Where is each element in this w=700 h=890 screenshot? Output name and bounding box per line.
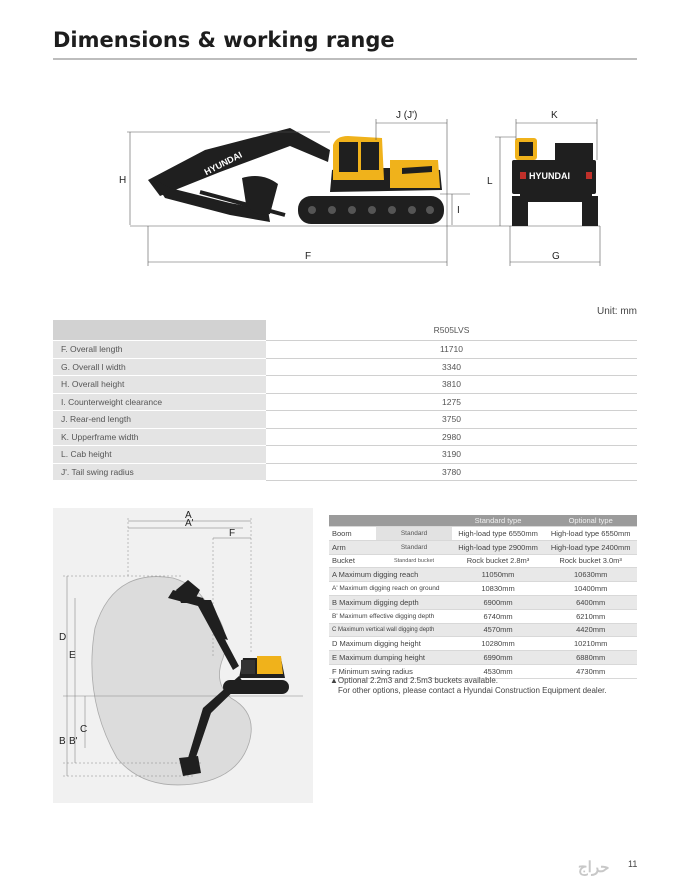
excavator-side-view <box>148 128 444 224</box>
table-row <box>53 411 637 429</box>
table-row <box>53 341 637 359</box>
row-label: Bucket <box>329 554 376 568</box>
note-line-2: For other options, please contact a Hyundai Construction Equipment dealer. <box>338 686 607 695</box>
row-label: B' Maximum effective digging depth <box>329 609 452 623</box>
table-row <box>53 376 637 394</box>
table-row <box>329 568 637 582</box>
row-sub: Standard bucket <box>376 554 451 568</box>
row-value: 3340 <box>266 358 637 376</box>
label-c: C <box>80 724 88 735</box>
row-opt: Rock bucket 3.0m³ <box>544 554 637 568</box>
watermark-logo: حراج <box>578 859 610 876</box>
label-l: L <box>487 176 493 187</box>
note-line-1: ▲Optional 2.2m3 and 2.5m3 buckets available. <box>330 676 499 685</box>
row-value: 3190 <box>266 446 637 464</box>
row-label: I. Counterweight clearance <box>53 393 266 411</box>
page-number: 11 <box>628 859 638 869</box>
unit-label: Unit: mm <box>597 306 637 317</box>
working-range-diagram <box>53 508 313 803</box>
label-b: B <box>59 736 66 747</box>
row-std: 10280mm <box>452 637 545 651</box>
label-a-prime: A' <box>185 518 194 529</box>
table-row <box>53 428 637 446</box>
row-label: J'. Tail swing radius <box>53 463 266 481</box>
boom-brand-label: HYUNDAI <box>202 149 244 178</box>
page-title: Dimensions & working range <box>53 28 395 52</box>
header-blank <box>329 515 376 527</box>
row-label: H. Overall height <box>53 376 266 394</box>
dimensions-table <box>53 320 637 481</box>
options-note <box>330 676 607 696</box>
header-optional: Optional type <box>544 515 637 527</box>
table-row <box>53 446 637 464</box>
row-value: 3750 <box>266 411 637 429</box>
row-std: 6990mm <box>452 651 545 665</box>
row-label: C Maximum vertical wall digging depth <box>329 623 452 637</box>
table-row <box>329 623 637 637</box>
row-std: 4530mm <box>452 664 545 678</box>
row-std: Rock bucket 2.8m³ <box>452 554 545 568</box>
row-opt: 10210mm <box>544 637 637 651</box>
row-opt: High-load type 2400mm <box>544 540 637 554</box>
label-f: F <box>305 251 312 262</box>
row-std: High-load type 6550mm <box>452 527 545 541</box>
row-sub: Standard <box>376 527 451 541</box>
row-label: A' Maximum digging reach on ground <box>329 582 452 596</box>
table-row <box>329 527 637 541</box>
label-j: J (J') <box>396 110 418 121</box>
row-label: J. Rear-end length <box>53 411 266 429</box>
model-header: R505LVS <box>266 320 637 341</box>
table-row <box>329 540 637 554</box>
table-row <box>329 609 637 623</box>
row-opt: 10630mm <box>544 568 637 582</box>
table-row <box>329 595 637 609</box>
working-range-table <box>329 515 637 679</box>
row-opt: High-load type 6550mm <box>544 527 637 541</box>
row-std: 6900mm <box>452 595 545 609</box>
label-f-range: F <box>229 528 236 539</box>
label-g: G <box>552 251 560 262</box>
label-b-prime: B' <box>69 736 78 747</box>
label-h: H <box>119 175 127 186</box>
row-value: 11710 <box>266 341 637 359</box>
row-std: High-load type 2900mm <box>452 540 545 554</box>
row-sub: Standard <box>376 540 451 554</box>
header-blank-cell <box>53 320 266 341</box>
table-row <box>53 463 637 481</box>
row-opt: 10400mm <box>544 582 637 596</box>
row-label: E Maximum dumping height <box>329 651 452 665</box>
row-value: 3810 <box>266 376 637 394</box>
table-row <box>53 358 637 376</box>
row-opt: 6400mm <box>544 595 637 609</box>
row-opt: 4420mm <box>544 623 637 637</box>
table-header-row <box>53 320 637 341</box>
row-opt: 6210mm <box>544 609 637 623</box>
row-label: G. Overall l width <box>53 358 266 376</box>
row-label: F Minimum swing radius <box>329 664 452 678</box>
header-blank <box>376 515 451 527</box>
table-row <box>53 393 637 411</box>
row-std: 4570mm <box>452 623 545 637</box>
row-label: D Maximum digging height <box>329 637 452 651</box>
label-i: I <box>457 205 460 216</box>
row-label: Boom <box>329 527 376 541</box>
row-value: 3780 <box>266 463 637 481</box>
row-std: 10830mm <box>452 582 545 596</box>
row-std: 6740mm <box>452 609 545 623</box>
label-d: D <box>59 632 67 643</box>
label-k: K <box>551 110 558 121</box>
row-value: 1275 <box>266 393 637 411</box>
row-value: 2980 <box>266 428 637 446</box>
table-row <box>329 637 637 651</box>
table-row <box>329 651 637 665</box>
row-std: 11050mm <box>452 568 545 582</box>
row-label: Arm <box>329 540 376 554</box>
row-label: L. Cab height <box>53 446 266 464</box>
table-header-row <box>329 515 637 527</box>
row-label: F. Overall length <box>53 341 266 359</box>
excavator-rear-view <box>512 138 598 226</box>
row-label: A Maximum digging reach <box>329 568 452 582</box>
row-opt: 4730mm <box>544 664 637 678</box>
table-row <box>329 554 637 568</box>
table-row <box>329 582 637 596</box>
row-label: K. Upperframe width <box>53 428 266 446</box>
header-standard: Standard type <box>452 515 545 527</box>
rear-brand-label: HYUNDAI <box>529 171 571 181</box>
dimension-diagram <box>0 0 700 270</box>
label-a: A <box>185 510 192 521</box>
label-e: E <box>69 650 76 661</box>
row-opt: 6880mm <box>544 651 637 665</box>
row-label: B Maximum digging depth <box>329 595 452 609</box>
